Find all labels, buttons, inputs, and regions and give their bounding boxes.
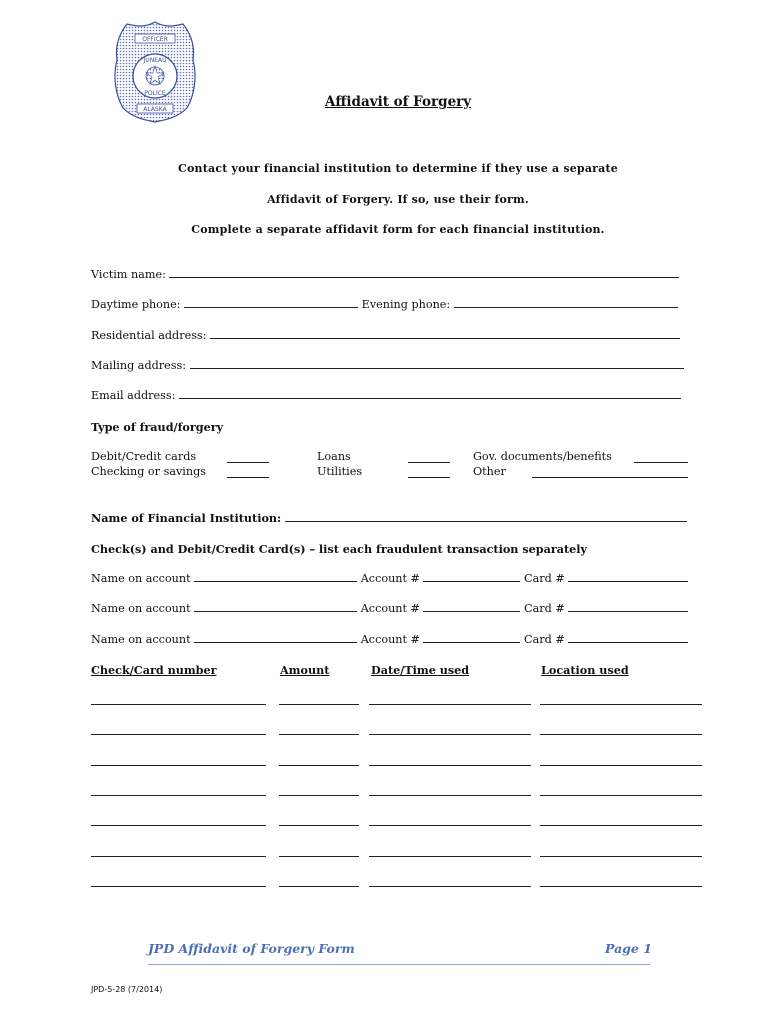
option-gov-label: Gov. documents/benefits xyxy=(473,450,612,463)
transaction-cell-field[interactable] xyxy=(369,765,531,766)
option-utilities-field[interactable] xyxy=(408,477,450,478)
option-loans-label: Loans xyxy=(317,450,351,463)
residential-address-row xyxy=(91,329,680,342)
card-number-label: Card # xyxy=(524,633,565,646)
option-other-label: Other xyxy=(473,465,506,478)
email-address-field[interactable] xyxy=(179,389,681,399)
column-header-check-card-number: Check/Card number xyxy=(91,663,217,677)
account-row xyxy=(91,572,688,585)
option-checking-field[interactable] xyxy=(227,477,269,478)
name-on-account-label: Name on account xyxy=(91,633,191,646)
column-header-amount: Amount xyxy=(280,663,330,677)
form-number: JPD-5-28 (7/2014) xyxy=(91,985,163,994)
transaction-cell-field[interactable] xyxy=(91,734,266,735)
transaction-cell-field[interactable] xyxy=(540,795,702,796)
transaction-cell-field[interactable] xyxy=(369,856,531,857)
residential-address-label: Residential address: xyxy=(91,329,207,342)
transaction-cell-field[interactable] xyxy=(540,704,702,705)
victim-name-row xyxy=(91,268,679,281)
account-number-field[interactable] xyxy=(423,572,520,582)
badge-text-bottom: ALASKA xyxy=(143,106,167,113)
transaction-cell-field[interactable] xyxy=(369,734,531,735)
instruction-line-3: Complete a separate affidavit form for each financial institution. xyxy=(191,223,605,236)
account-number-label: Account # xyxy=(360,602,420,615)
card-number-field[interactable] xyxy=(568,633,688,643)
column-header-date-time: Date/Time used xyxy=(371,663,470,677)
victim-name-label: Victim name: xyxy=(91,268,166,281)
transaction-cell-field[interactable] xyxy=(91,765,266,766)
transaction-cell-field[interactable] xyxy=(91,856,266,857)
daytime-phone-field[interactable] xyxy=(184,298,358,308)
card-number-label: Card # xyxy=(524,602,565,615)
account-number-label: Account # xyxy=(360,633,420,646)
residential-address-field[interactable] xyxy=(210,329,680,339)
page-title: Affidavit of Forgery xyxy=(324,94,472,110)
option-debit-field[interactable] xyxy=(227,462,269,463)
card-number-field[interactable] xyxy=(568,572,688,582)
option-debit-label: Debit/Credit cards xyxy=(91,450,197,463)
institution-label: Name of Financial Institution: xyxy=(91,511,282,525)
card-number-label: Card # xyxy=(524,572,565,585)
account-number-field[interactable] xyxy=(423,602,520,612)
institution-row xyxy=(91,511,687,525)
footer-divider xyxy=(148,964,650,965)
column-header-location: Location used xyxy=(541,663,629,677)
mailing-address-label: Mailing address: xyxy=(91,359,186,372)
transaction-cell-field[interactable] xyxy=(540,856,702,857)
option-utilities-label: Utilities xyxy=(317,465,363,478)
transaction-cell-field[interactable] xyxy=(369,886,531,887)
transaction-cell-field[interactable] xyxy=(91,704,266,705)
email-address-label: Email address: xyxy=(91,389,176,402)
name-on-account-label: Name on account xyxy=(91,572,191,585)
transaction-cell-field[interactable] xyxy=(369,704,531,705)
victim-name-field[interactable] xyxy=(169,268,679,278)
fraud-type-heading: Type of fraud/forgery xyxy=(91,420,224,434)
daytime-phone-label: Daytime phone: xyxy=(91,298,181,311)
transaction-cell-field[interactable] xyxy=(279,825,359,826)
transaction-cell-field[interactable] xyxy=(279,734,359,735)
footer-form-name: JPD Affidavit of Forgery Form xyxy=(148,941,355,956)
transaction-cell-field[interactable] xyxy=(540,825,702,826)
account-number-field[interactable] xyxy=(423,633,520,643)
badge-text-police: POLICE xyxy=(144,90,166,97)
instruction-line-1: Contact your financial institution to determine if they use a separate xyxy=(178,162,618,175)
transaction-cell-field[interactable] xyxy=(279,765,359,766)
transaction-cell-field[interactable] xyxy=(91,886,266,887)
option-other-field[interactable] xyxy=(532,477,688,478)
transaction-cell-field[interactable] xyxy=(279,704,359,705)
option-gov-field[interactable] xyxy=(634,462,688,463)
transaction-cell-field[interactable] xyxy=(369,795,531,796)
transaction-cell-field[interactable] xyxy=(279,856,359,857)
phone-row xyxy=(91,298,678,311)
checks-heading: Check(s) and Debit/Credit Card(s) – list each fraudulent transaction separately xyxy=(91,542,587,556)
transaction-cell-field[interactable] xyxy=(540,886,702,887)
transaction-cell-field[interactable] xyxy=(540,765,702,766)
email-address-row xyxy=(91,389,681,402)
mailing-address-row xyxy=(91,359,684,372)
account-row xyxy=(91,602,688,615)
institution-field[interactable] xyxy=(285,512,687,522)
option-loans-field[interactable] xyxy=(408,462,450,463)
footer-page-number: Page 1 xyxy=(605,941,652,956)
mailing-address-field[interactable] xyxy=(190,359,684,369)
name-on-account-field[interactable] xyxy=(194,572,357,582)
evening-phone-field[interactable] xyxy=(454,298,678,308)
transaction-cell-field[interactable] xyxy=(540,734,702,735)
transaction-cell-field[interactable] xyxy=(279,886,359,887)
name-on-account-field[interactable] xyxy=(194,602,357,612)
transaction-cell-field[interactable] xyxy=(279,795,359,796)
badge-text-middle: JUNEAU xyxy=(143,57,167,64)
account-number-label: Account # xyxy=(360,572,420,585)
transaction-cell-field[interactable] xyxy=(369,825,531,826)
instruction-line-2: Affidavit of Forgery. If so, use their form. xyxy=(267,193,529,206)
evening-phone-label: Evening phone: xyxy=(361,298,451,311)
name-on-account-field[interactable] xyxy=(194,633,357,643)
card-number-field[interactable] xyxy=(568,602,688,612)
transaction-cell-field[interactable] xyxy=(91,795,266,796)
option-checking-label: Checking or savings xyxy=(91,465,206,478)
badge-text-top: OFFICER xyxy=(142,36,168,43)
name-on-account-label: Name on account xyxy=(91,602,191,615)
transaction-cell-field[interactable] xyxy=(91,825,266,826)
account-row xyxy=(91,633,688,646)
